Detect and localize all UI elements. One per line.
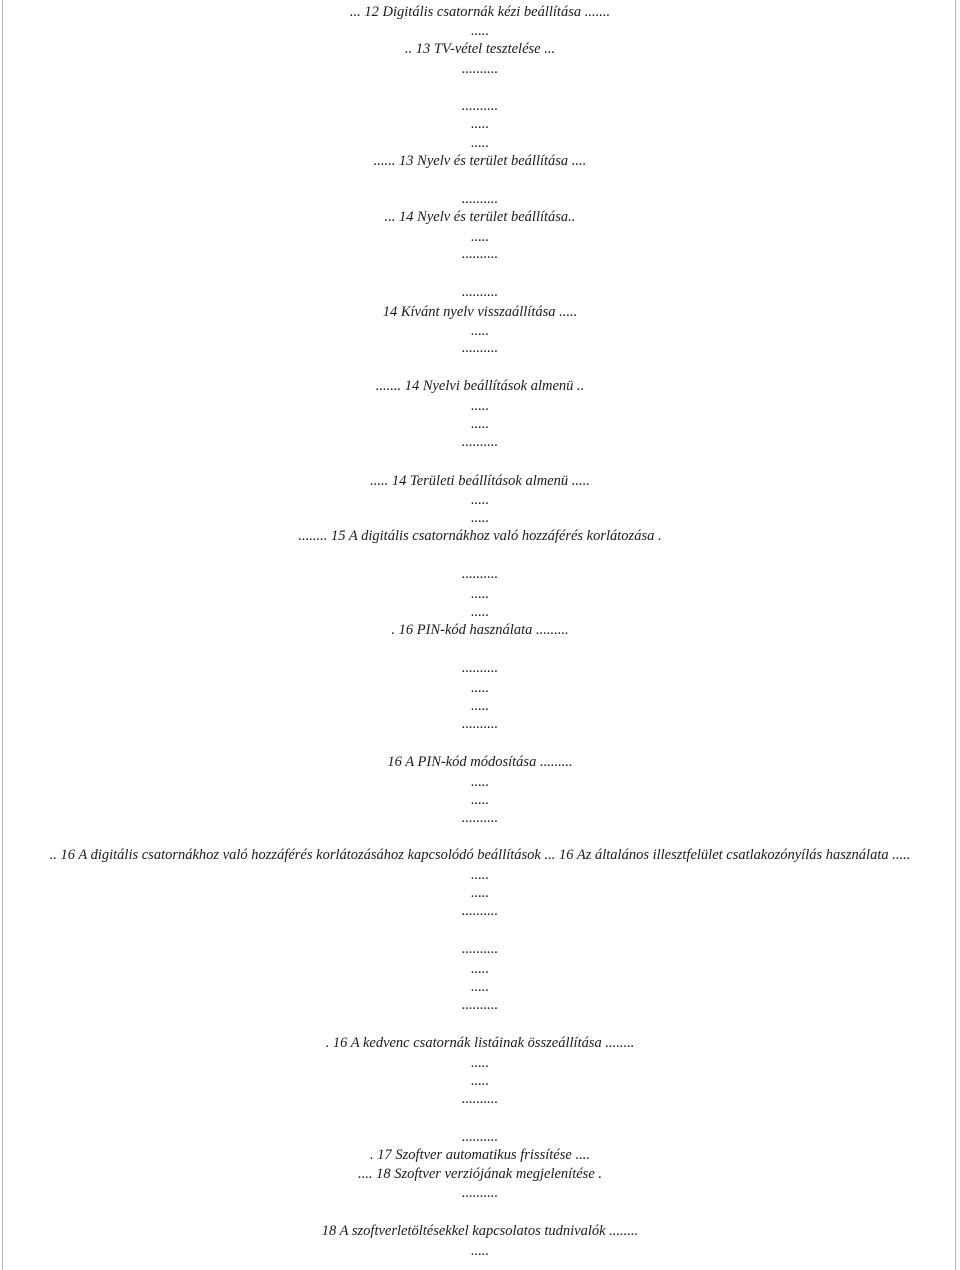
- toc-leader-dots: ..........: [461, 660, 499, 676]
- toc-leader-dots: .....: [470, 698, 490, 714]
- toc-entry-18-software-version: .... 18 Szoftver verziójának megjelenítése .: [357, 1166, 603, 1182]
- toc-entry-14-region-submenu: ..... 14 Területi beállítások almenü .....: [370, 473, 590, 489]
- toc-leader-dots: .....: [470, 867, 490, 883]
- toc-leader-dots: .....: [470, 792, 490, 808]
- toc-leader-dots: .....: [470, 398, 490, 414]
- toc-leader-dots: .....: [470, 604, 490, 620]
- toc-entry-16-restriction-settings-and-ci-slot: .. 16 A digitális csatornákhoz való hozzáférés korlátozásához kapcsolódó beállítások ... 16 Az általános illesztfelület csatlakozónyílás használata .....: [49, 847, 911, 863]
- toc-leader-dots: .....: [470, 885, 490, 901]
- toc-entry-13-language-region: ...... 13 Nyelv és terület beállítása ....: [373, 153, 587, 169]
- toc-entry-18-software-download-info: 18 A szoftverletöltésekkel kapcsolatos tudnivalók ........: [321, 1223, 639, 1239]
- toc-leader-dots: .....: [470, 979, 490, 995]
- toc-leader-dots: ..........: [461, 716, 499, 732]
- toc-entry-16-favourite-lists: . 16 A kedvenc csatornák listáinak összeállítása ........: [325, 1035, 635, 1051]
- toc-entry-13-tv-reception-test: .. 13 TV-vétel tesztelése ...: [404, 41, 556, 57]
- toc-leader-dots: .....: [470, 135, 490, 151]
- toc-leader-dots: ..........: [461, 941, 499, 957]
- toc-entry-14-language-submenu: ....... 14 Nyelvi beállítások almenü ..: [375, 378, 585, 394]
- toc-leader-dots: .....: [470, 680, 490, 696]
- toc-leader-dots: .....: [470, 774, 490, 790]
- toc-leader-dots: ..........: [461, 340, 499, 356]
- toc-leader-dots: ..........: [461, 434, 499, 450]
- toc-leader-dots: .....: [470, 510, 490, 526]
- toc-entry-12-manual-digital-tuning: ... 12 Digitális csatornák kézi beállítása .......: [349, 4, 611, 20]
- toc-leader-dots: ..........: [461, 997, 499, 1013]
- toc-entry-14-language-region: ... 14 Nyelv és terület beállítása..: [384, 209, 576, 225]
- toc-leader-dots: ..........: [461, 1091, 499, 1107]
- toc-leader-dots: ..........: [461, 246, 499, 262]
- toc-leader-dots: ..........: [461, 61, 499, 77]
- toc-entry-16-pin-change: 16 A PIN-kód módosítása .........: [387, 754, 573, 770]
- toc-leader-dots: .....: [470, 416, 490, 432]
- toc-entry-14-restore-language: 14 Kívánt nyelv visszaállítása .....: [382, 304, 578, 320]
- toc-leader-dots: .....: [470, 1243, 490, 1259]
- toc-leader-dots: ..........: [461, 810, 499, 826]
- toc-leader-dots: .....: [470, 1055, 490, 1071]
- toc-leader-dots: .....: [470, 961, 490, 977]
- toc-entry-17-auto-software-update: . 17 Szoftver automatikus frissítése ....: [370, 1147, 590, 1163]
- toc-leader-dots: ..........: [461, 566, 499, 582]
- toc-entry-15-digital-channel-restriction: ........ 15 A digitális csatornákhoz való hozzáférés korlátozása .: [298, 528, 662, 544]
- toc-leader-dots: ..........: [461, 903, 499, 919]
- toc-leader-dots: .....: [470, 323, 490, 339]
- toc-leader-dots: .....: [470, 492, 490, 508]
- toc-leader-dots: ..........: [461, 98, 499, 114]
- toc-leader-dots: .....: [470, 229, 490, 245]
- toc-leader-dots: .....: [470, 116, 490, 132]
- toc-entry-16-pin-usage: . 16 PIN-kód használata .........: [391, 622, 569, 638]
- toc-leader-dots: .....: [470, 23, 490, 39]
- toc-leader-dots: ..........: [461, 191, 499, 207]
- toc-leader-dots: .....: [470, 1073, 490, 1089]
- toc-leader-dots: .....: [470, 586, 490, 602]
- toc-leader-dots: ..........: [461, 1129, 499, 1145]
- toc-leader-dots: ..........: [461, 284, 499, 300]
- toc-leader-dots: ..........: [461, 1185, 499, 1201]
